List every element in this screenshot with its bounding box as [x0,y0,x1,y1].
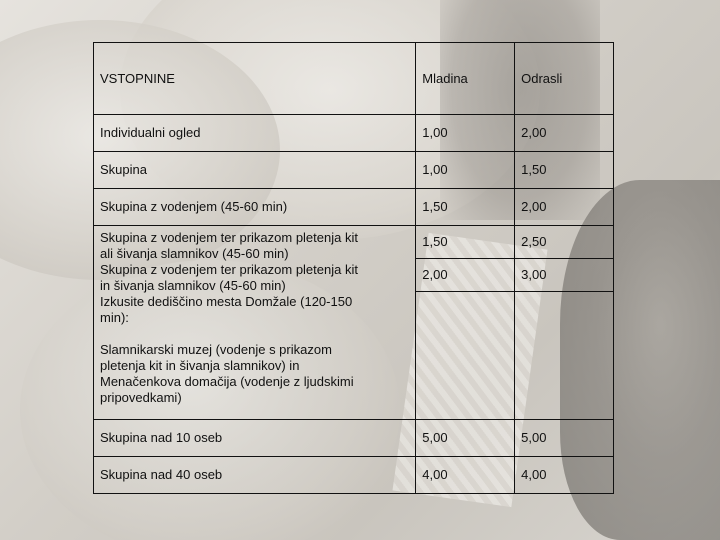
adult-price: 2,50 [521,234,547,249]
adult-price: 1,50 [515,152,614,189]
row-label: Skupina nad 40 oseb [94,457,416,494]
combined-line: Skupina z vodenjem ter prikazom pletenja kit [100,262,358,277]
table-header-row [94,43,614,115]
combined-label [94,226,416,420]
header-label: VSTOPNINE [94,43,416,115]
youth-price: 1,50 [422,234,448,249]
table-row [94,189,614,226]
price-table [93,42,614,494]
row-label: Skupina nad 10 oseb [94,420,416,457]
combined-youth [416,226,515,420]
adult-price: 2,00 [515,189,614,226]
combined-line: Menačenkova domačija (vodenje z ljudskimi [100,374,354,389]
youth-price: 1,50 [416,189,515,226]
combined-line: min): [100,310,129,325]
combined-line: in šivanja slamnikov (45-60 min) [100,278,286,293]
combined-line: pripovedkami) [100,390,182,405]
combined-adults [515,226,614,420]
youth-price: 2,00 [422,267,448,282]
adult-price: 3,00 [521,267,547,282]
youth-price: 1,00 [416,115,515,152]
table-row [94,457,614,494]
header-adults: Odrasli [515,43,614,115]
youth-price: 4,00 [416,457,515,494]
combined-line: Slamnikarski muzej (vodenje s prikazom [100,342,332,357]
row-label: Individualni ogled [94,115,416,152]
table-row-combined [94,226,614,420]
combined-line: ali šivanja slamnikov (45-60 min) [100,246,289,261]
adult-price: 4,00 [515,457,614,494]
header-youth: Mladina [416,43,515,115]
adult-price: 2,00 [515,115,614,152]
youth-price: 1,00 [416,152,515,189]
table-row [94,152,614,189]
combined-line: Izkusite dediščino mesta Domžale (120-150 [100,294,353,309]
row-label: Skupina [94,152,416,189]
table-row [94,115,614,152]
youth-price: 5,00 [416,420,515,457]
adult-price: 5,00 [515,420,614,457]
table-row [94,420,614,457]
combined-line: Skupina z vodenjem ter prikazom pletenja kit [100,230,358,245]
combined-line: pletenja kit in šivanja slamnikov) in [100,358,300,373]
row-label: Skupina z vodenjem (45-60 min) [94,189,416,226]
